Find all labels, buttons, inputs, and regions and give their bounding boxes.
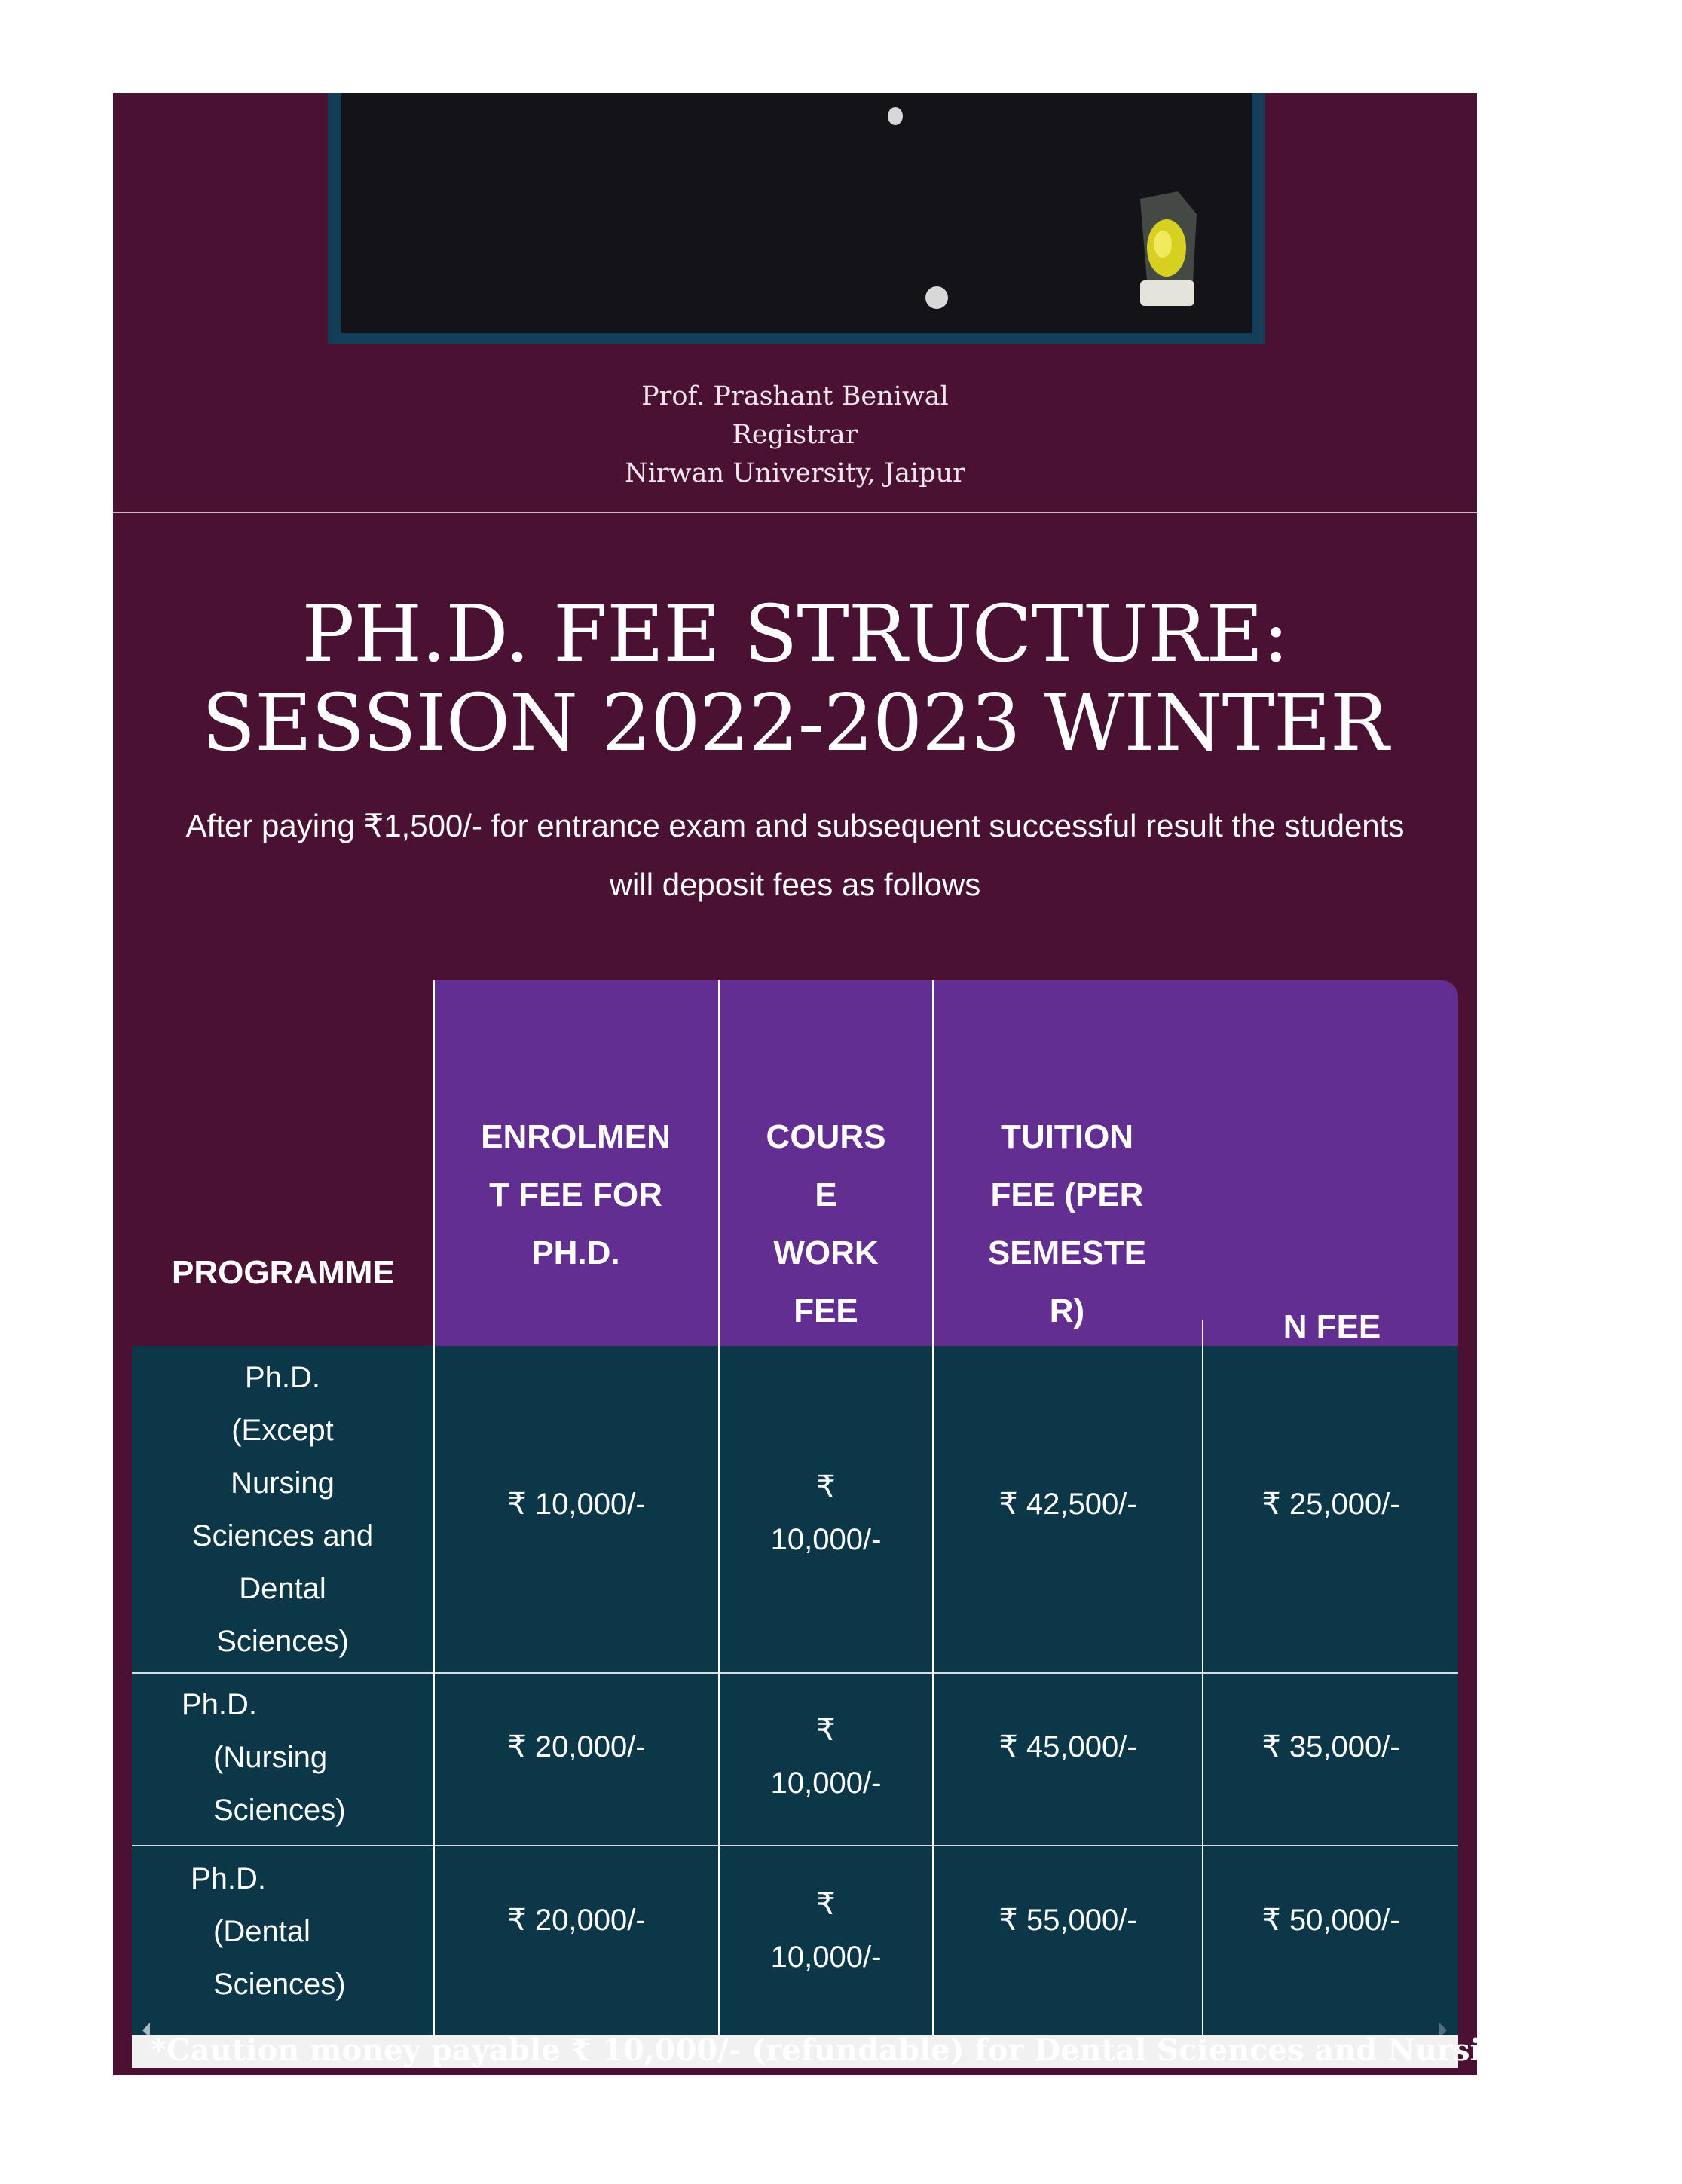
- column-divider: [718, 980, 720, 1346]
- table-row: [132, 1846, 1458, 2035]
- cell-tuition: [934, 1346, 1202, 1662]
- header-enrolment-line: ENROLMEN: [481, 1118, 671, 1155]
- column-divider: [1202, 1346, 1203, 2035]
- cell-enrolment: [435, 1846, 718, 1994]
- programme-line: (Dental: [213, 1915, 310, 1948]
- header-tuition-line: FEE (PER: [990, 1176, 1144, 1213]
- fifth-value: ₹ 35,000/-: [1262, 1730, 1400, 1763]
- table-header: [433, 980, 1458, 1346]
- signatory-block: [113, 378, 1477, 493]
- programme-line: Sciences): [213, 1968, 346, 2001]
- header-course-line: FEE: [794, 1292, 858, 1329]
- header-tuition-line: TUITION: [1001, 1118, 1133, 1155]
- programme-line: Ph.D.: [191, 1862, 267, 1895]
- programme-line: Nursing: [231, 1466, 335, 1500]
- header-course-line: E: [815, 1176, 837, 1213]
- registrar-photo: [328, 93, 1265, 344]
- column-divider: [433, 1346, 435, 2035]
- course-value-amount: 10,000/-: [770, 1766, 882, 1800]
- course-value-amount: 10,000/-: [770, 1941, 882, 1974]
- header-enrolment-line: T FEE FOR: [489, 1176, 662, 1213]
- cell-fifth: [1203, 1846, 1458, 1994]
- photo-content: [341, 93, 1252, 333]
- header-tuition-line: R): [1049, 1292, 1085, 1329]
- title-line-1: PH.D. FEE STRUCTURE:: [301, 588, 1289, 680]
- programme-line: Sciences): [216, 1624, 349, 1658]
- cell-course: [720, 1846, 932, 2015]
- course-value-amount: 10,000/-: [770, 1523, 882, 1556]
- header-tuition-line: SEMESTE: [987, 1234, 1147, 1271]
- cell-tuition: [934, 1846, 1202, 1994]
- enrolment-value: ₹ 20,000/-: [507, 1904, 646, 1937]
- intro-text: After paying ₹1,500/- for entrance exam and subsequent successful result the students will deposit fees as follows: [185, 808, 1405, 902]
- fifth-value: ₹ 50,000/-: [1262, 1904, 1400, 1937]
- fifth-value: ₹ 25,000/-: [1262, 1488, 1400, 1521]
- column-divider: [932, 1346, 934, 2035]
- signatory-name: Prof. Prashant Beniwal: [641, 381, 949, 411]
- column-divider: [433, 980, 435, 1346]
- header-enrolment: [433, 980, 718, 1346]
- programme-line: Ph.D.: [182, 1688, 258, 1721]
- caution-footnote: *Caution money payable ₹ 10,000/- (refundable) for Dental Sciences and Nursing Sciences: [151, 2033, 1682, 2068]
- course-value-symbol: ₹: [816, 1470, 836, 1503]
- tuition-value: ₹ 55,000/-: [998, 1904, 1137, 1937]
- header-fifth-partial: N FEE: [1283, 1308, 1381, 1345]
- header-enrolment-line: PH.D.: [531, 1234, 620, 1271]
- header-course-line: WORK: [773, 1234, 879, 1271]
- header-course-line: COURS: [766, 1118, 886, 1155]
- course-value-symbol: ₹: [816, 1888, 836, 1921]
- programme-line: (Except: [231, 1413, 334, 1447]
- programme-line: (Nursing: [213, 1741, 328, 1774]
- programme-line: Dental: [239, 1571, 326, 1605]
- enrolment-value: ₹ 10,000/-: [507, 1488, 646, 1521]
- flower-ornament-icon: [1125, 184, 1208, 312]
- cell-course: [720, 1346, 932, 1681]
- cell-tuition: [934, 1674, 1202, 1820]
- fee-structure-panel: [113, 93, 1682, 2075]
- header-programme: PROGRAMME: [172, 1254, 395, 1291]
- column-divider: [932, 980, 934, 1346]
- tuition-value: ₹ 42,500/-: [998, 1488, 1137, 1521]
- cell-course: [720, 1674, 932, 1840]
- programme-line: Ph.D.: [244, 1360, 321, 1394]
- table-row: [132, 1346, 1458, 1672]
- divider: [113, 512, 1477, 513]
- programme-line: Sciences): [213, 1794, 346, 1827]
- programme-line: Sciences and: [191, 1519, 374, 1552]
- enrolment-value: ₹ 20,000/-: [507, 1730, 646, 1763]
- column-divider: [718, 1346, 720, 2035]
- course-value-symbol: ₹: [816, 1714, 836, 1747]
- header-tuition: [934, 980, 1200, 1346]
- signatory-institution: Nirwan University, Jaipur: [625, 458, 965, 488]
- coat-button-icon: [925, 286, 948, 309]
- coat-button-icon: [888, 107, 903, 125]
- header-course-work: [720, 980, 932, 1346]
- table-row: [132, 1674, 1458, 1845]
- title-line-2: SESSION 2022-2023 WINTER: [201, 677, 1389, 769]
- page-title: [113, 589, 1477, 767]
- cell-enrolment: [435, 1346, 718, 1662]
- table-body: [132, 1346, 1458, 2035]
- cell-enrolment: [435, 1674, 718, 1820]
- cell-fifth: [1203, 1346, 1458, 1662]
- cell-fifth: [1203, 1674, 1458, 1820]
- cell-programme: [132, 1346, 433, 1672]
- signatory-designation: Registrar: [732, 420, 858, 450]
- tuition-value: ₹ 45,000/-: [998, 1730, 1137, 1763]
- column-divider: [1202, 1320, 1203, 1346]
